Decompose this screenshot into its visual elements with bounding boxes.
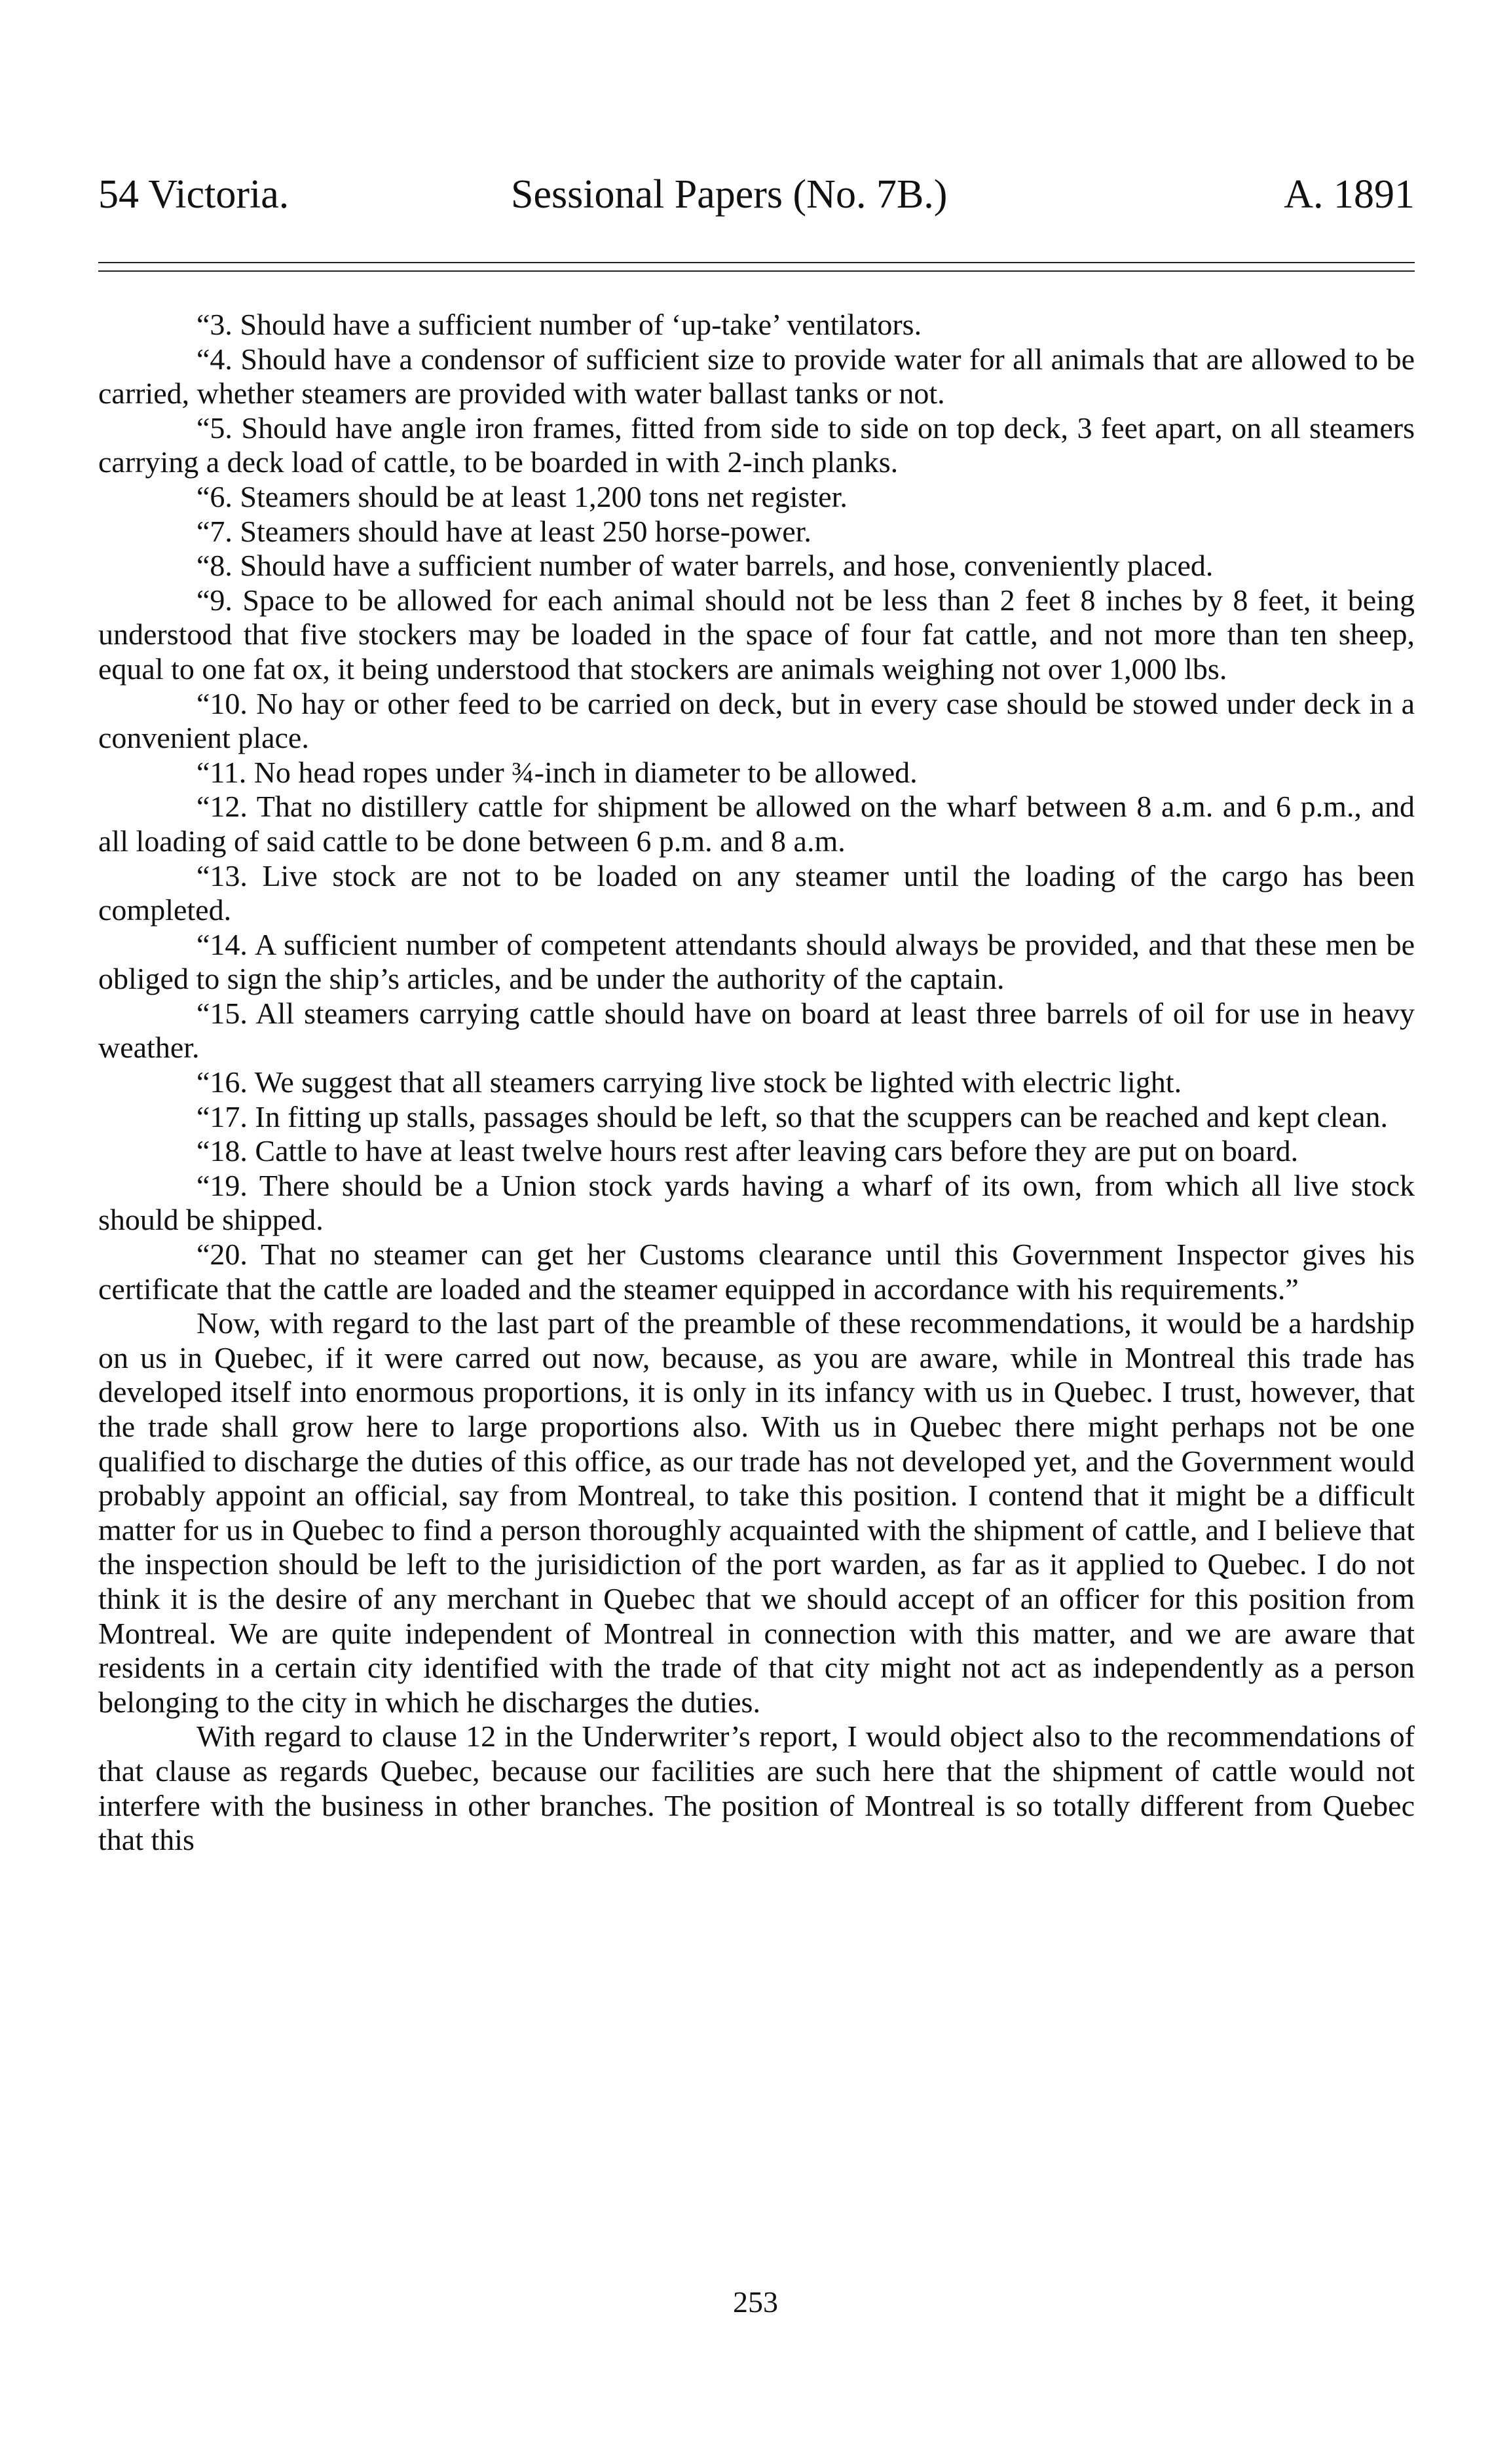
header-session: 54 Victoria. (98, 172, 289, 217)
paragraph: “5. Should have angle iron frames, fitted from side to side on top deck, 3 feet apart, on all steamers carrying a deck load of cattle, to be boarded in with 2-inch planks. (98, 411, 1415, 479)
paragraph: “13. Live stock are not to be loaded on any steamer until the loading of the cargo has been completed. (98, 858, 1415, 927)
paragraph: “8. Should have a sufficient number of water barrels, and hose, conveniently placed. (196, 549, 1214, 583)
paragraph: “6. Steamers should be at least 1,200 tons net register. (196, 479, 848, 513)
paragraph: “20. That no steamer can get her Customs clearance until this Government Inspector gives his certificate that the cattle are loaded and the steamer equipped in accordance with his requirements.” (98, 1238, 1415, 1306)
paragraph: “7. Steamers should have at least 250 horse-power. (196, 514, 811, 548)
page-number: 253 (733, 2285, 778, 2319)
paragraph: “17. In fitting up stalls, passages should be left, so that the scuppers can be reached and kept clean. (196, 1099, 1388, 1133)
paragraph: “16. We suggest that all steamers carrying live stock be lighted with electric light. (196, 1065, 1182, 1099)
header-title: Sessional Papers (No. 7B.) (511, 172, 948, 217)
paragraph: “9. Space to be allowed for each animal should not be less than 2 feet 8 inches by 8 feet, it being understood that five stockers may be loaded in the space of four fat cattle, and not more than ten sheep, equal to one fat ox, it being understood that stockers are animals weighing not over 1,000 lbs. (98, 583, 1415, 686)
paragraph: “14. A sufficient number of competent attendants should always be provided, and that these men be obliged to sign the ship’s articles, and be under the authority of the captain. (98, 927, 1415, 996)
paragraph: “4. Should have a condensor of sufficient size to provide water for all animals that are allowed to be carried, whether steamers are provided with water ballast tanks or not. (98, 342, 1415, 411)
header-year: A. 1891 (1284, 172, 1415, 217)
paragraph: “18. Cattle to have at least twelve hours rest after leaving cars before they are put on board. (196, 1134, 1299, 1168)
paragraph: “3. Should have a sufficient number of ‘up-take’ ventilators. (196, 308, 922, 341)
paragraph: “11. No head ropes under ¾-inch in diameter to be allowed. (196, 755, 918, 789)
header-rule-bottom (98, 270, 1415, 272)
paragraph: “10. No hay or other feed to be carried on deck, but in every case should be stowed under deck in a convenient place. (98, 686, 1415, 755)
page-header (98, 165, 1415, 224)
paragraph: “12. That no distillery cattle for shipment be allowed on the wharf between 8 a.m. and 6 p.m., and all loading of said cattle to be done between 6 p.m. and 8 a.m. (98, 790, 1415, 858)
paragraph: “15. All steamers carrying cattle should have on board at least three barrels of oil for use in heavy weather. (98, 996, 1415, 1065)
paragraph: Now, with regard to the last part of the preamble of these recommendations, it would be a hardship on us in Quebec, if it were carred out now, because, as you are aware, while in Montreal this trade has developed itself into enormous proportions, it is only in its infancy with us in Quebec. I trust, however, that the trade shall grow here to large proportions also. With us in Quebec there might perhaps not be one qualified to discharge the duties of this office, as our trade has not developed yet, and the Government would probably appoint an official, say from Montreal, to take this position. I contend that it might be a difficult matter for us in Quebec to find a person thoroughly acquainted with the shipment of cattle, and I believe that the inspection should be left to the jurisidiction of the port warden, as far as it applied to Quebec. I do not think it is the desire of any merchant in Quebec that we should accept of an officer for this position from Montreal. We are quite independent of Montreal in connection with this matter, and we are aware that residents in a certain city identified with the trade of that city might not act as independently as a person belonging to the city in which he discharges the duties. (98, 1306, 1415, 1719)
header-rule-top (98, 262, 1415, 263)
paragraph: With regard to clause 12 in the Underwriter’s report, I would object also to the recommendations of that clause as regards Quebec, because our facilities are such here that the shipment of cattle would not interfere with the business in other branches. The position of Montreal is so totally different from Quebec that this (98, 1719, 1415, 1857)
page-body (98, 308, 1415, 1858)
paragraph: “19. There should be a Union stock yards having a wharf of its own, from which all live stock should be shipped. (98, 1168, 1415, 1237)
